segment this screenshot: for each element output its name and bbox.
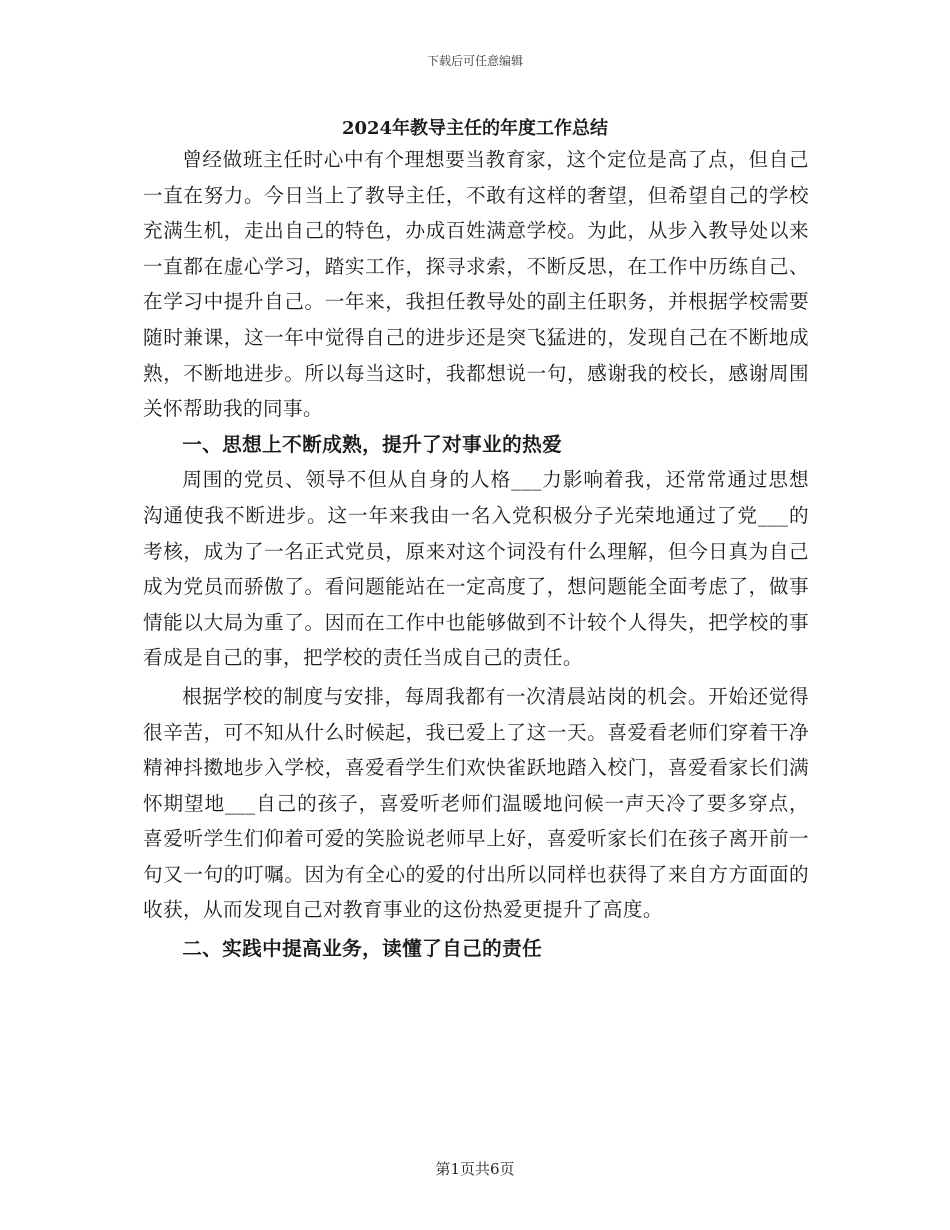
paragraph-section-1-a: 周围的党员、领导不但从自身的人格___力影响着我，还常常通过思想沟通使我不断进步。这一年来我由一名入党积极分子光荣地通过了党___的考核，成为了一名正式党员，原来对这个词没有什么理解，但今日真为自己成为党员而骄傲了。看问题能站在一定高度了，想问题能全面考虑了，做事情能以大局为重了。因而在工作中也能够做到不计较个人得失，把学校的事看成是自己的事，把学校的责任当成自己的责任。 xyxy=(143,468,809,670)
page-number-footer: 第1页共6页 xyxy=(435,1160,515,1178)
page-header-note: 下载后可任意编辑 xyxy=(426,54,523,68)
section-heading-2: 二、实践中提高业务，读懂了自己的责任 xyxy=(182,937,543,961)
paragraph-intro: 曾经做班主任时心中有个理想要当教育家，这个定位是高了点，但自己一直在努力。今日当上了教导主任，不敢有这样的奢望，但希望自己的学校充满生机，走出自己的特色，办成百姓满意学校。为此，从步入教导处以来一直都在虚心学习，踏实工作，探寻求索，不断反思，在工作中历练自己、在学习中提升自己。一年来，我担任教导处的副主任职务，并根据学校需要随时兼课，这一年中觉得自己的进步还是突飞猛进的，发现自己在不断地成熟，不断地进步。所以每当这时，我都想说一句，感谢我的校长，感谢周围关怀帮助我的同事。 xyxy=(143,148,809,421)
paragraph-section-1-b: 根据学校的制度与安排，每周我都有一次清晨站岗的机会。开始还觉得很辛苦，可不知从什么时候起，我已爱上了这一天。喜爱看老师们穿着干净精神抖擞地步入学校，喜爱看学生们欢快雀跃地踏入校门，喜爱看家长们满怀期望地___自己的孩子，喜爱听老师们温暖地问候一声天冷了要多穿点，喜爱听学生们仰着可爱的笑脸说老师早上好，喜爱听家长们在孩子离开前一句又一句的叮嘱。因为有全心的爱的付出所以同样也获得了来自方方面面的收获，从而发现自己对教育事业的这份热爱更提升了高度。 xyxy=(143,684,809,922)
section-heading-1: 一、思想上不断成熟，提升了对事业的热爱 xyxy=(182,432,563,456)
document-body xyxy=(143,142,809,967)
document-title: 2024年教导主任的年度工作总结 xyxy=(341,118,609,139)
